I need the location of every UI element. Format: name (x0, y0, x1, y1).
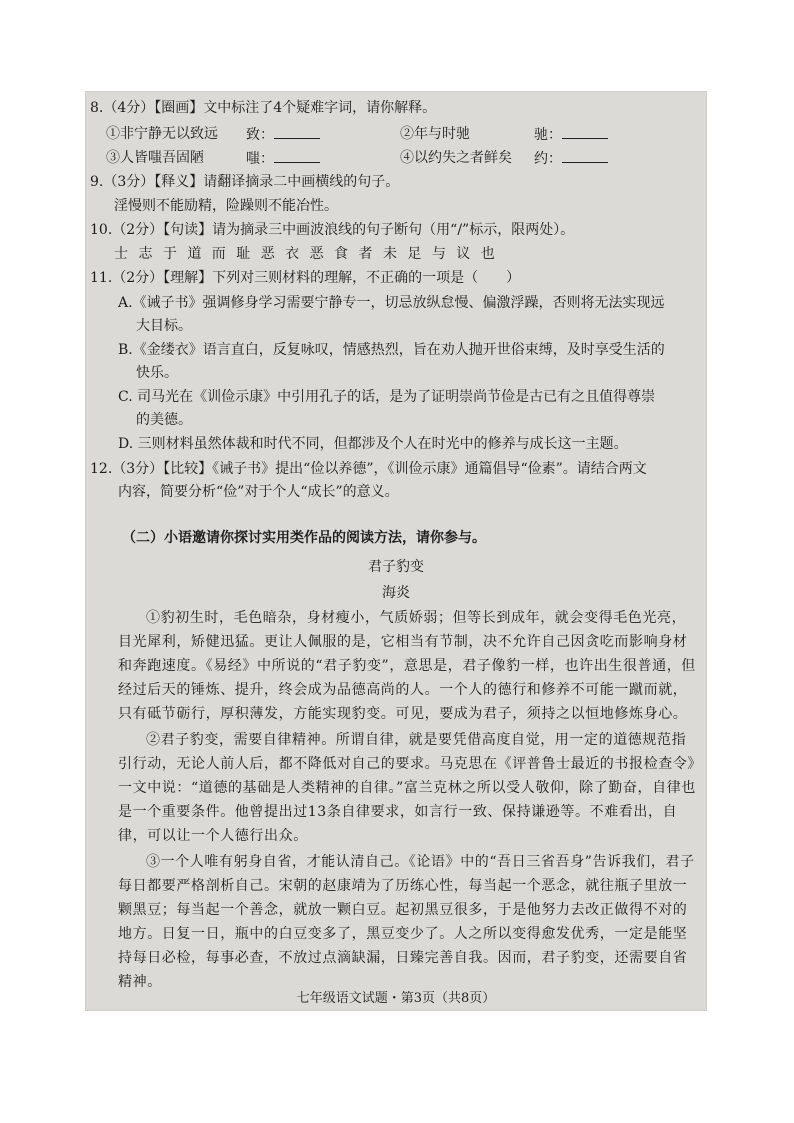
question-8-stem: 8.（4分）【圈画】文中标注了4个疑难字词，请你解释。 (90, 100, 437, 116)
q8-item-4-answer[interactable] (534, 148, 608, 169)
paragraph-3: ③一个人唯有躬身自省，才能认清自己。《论语》中的“吾日三省吾身”告诉我们，君子每日都要严格剖析自己。宋朝的赵康靖为了历练心性，每当起一个恶念，就往瓶子里放一颗黑豆；每当起一个善念，就放一颗白豆。起初黑豆很多，于是他努力去改正做得不对的地方。日复一日，瓶中的白豆变多了，黑豆变少了。人之所以变得愈发优秀，一定是能坚持每日必检，每事必查，不放过点滴缺漏，日臻完善自我。因而，君子豹变，还需要自省精神。 (118, 854, 695, 990)
q8-item-4-phrase: ④以约失之者鲜矣 (400, 150, 512, 166)
section-heading: （二）小语邀请你探讨实用类作品的阅读方法，请你参与。 (122, 530, 486, 546)
q8-item-3-phrase: ③人皆嗤吾固陋 (106, 150, 204, 166)
option-b-line2: 快乐。 (136, 365, 178, 381)
article-author: 海炎 (382, 585, 410, 601)
q8-item-3-answer[interactable] (246, 148, 320, 169)
q8-item-3 (106, 148, 204, 168)
option-c-line2: 的美德。 (136, 412, 192, 428)
page-footer: 七年级语文试题・第3页（共8页） (296, 991, 496, 1006)
q8-item-1 (106, 124, 218, 144)
option-a-line1[interactable]: A.《诫子书》强调修身学习需要宁静专一，切忌放纵怠慢、偏激浮躁，否则将无法实现远 (118, 295, 665, 311)
article-body (118, 606, 698, 994)
question-10-stem: 10.（2分）【句读】请为摘录三中画波浪线的句子断句（用“/”标示，限两处）。 (90, 222, 575, 238)
paragraph-2: ②君子豹变，需要自律精神。所谓自律，就是要凭借高度自觉，用一定的道德规范指引行动，无论人前人后，都不降低对自己的要求。马克思在《评普鲁士最近的书报检查令》一文中说：“道德的基础是人类精神的自律。”富兰克林之所以受人敬仰，除了勤奋，自律也是一个重要条件。他曾提出过13条自律要求，如言行一致、保持谦逊等。不难看出，自律，可以让一个人德行出众。 (118, 732, 696, 844)
q8-item-1-answer[interactable] (246, 124, 320, 145)
option-a-line2: 大目标。 (136, 318, 192, 334)
q8-item-4-word: 约： (534, 151, 562, 167)
answer-blank[interactable] (562, 148, 608, 163)
q8-item-1-word: 致： (246, 127, 274, 143)
answer-blank[interactable] (274, 124, 320, 139)
question-12-line1: 12.（3分）【比较】《诫子书》提出“俭以养德”，《训俭示康》通篇倡导“俭素”。请结合两文 (90, 461, 647, 477)
q8-item-1-phrase: ①非宁静无以致远 (106, 126, 218, 142)
q8-item-2 (400, 124, 470, 144)
exam-page (86, 92, 706, 1010)
q8-item-2-word: 驰： (534, 127, 562, 143)
question-9-sentence: 淫慢则不能励精，险躁则不能冶性。 (114, 198, 338, 214)
option-c-line1[interactable]: C. 司马光在《训俭示康》中引用孔子的话，是为了证明崇尚节俭是古已有之且值得尊崇 (118, 389, 656, 405)
q8-item-2-answer[interactable] (534, 124, 608, 145)
question-9-stem: 9.（3分）【释义】请翻译摘录二中画横线的句子。 (90, 174, 400, 190)
q8-item-3-word: 嗤： (246, 151, 274, 167)
q8-item-2-phrase: ②年与时驰 (400, 126, 470, 142)
question-11-stem: 11.（2分）【理解】下列对三则材料的理解，不正确的一项是（ ） (90, 270, 521, 286)
article-title: 君子豹变 (368, 559, 424, 575)
q8-item-4 (400, 148, 512, 168)
answer-blank[interactable] (562, 124, 608, 139)
paragraph-1: ①豹初生时，毛色暗杂，身材瘦小，气质娇弱；但等长到成年，就会变得毛色光亮，目光犀利，矫健迅猛。更让人佩服的是，它相当有节制，决不允许自己因贪吃而影响身材和奔跑速度。《易经》中所说的“君子豹变”，意思是，君子像豹一样，也许出生很普通，但经过后天的锤炼、提升，终会成为品德高尚的人。一个人的德行和修养不可能一蹴而就，只有砥节砺行，厚积薄发，方能实现豹变。可见，要成为君子，须持之以恒地修炼身心。 (118, 610, 696, 722)
question-10-sentence[interactable]: 士 志 于 道 而 耻 恶 衣 恶 食 者 未 足 与 议 也 (114, 246, 498, 262)
option-d-line1[interactable]: D. 三则材料虽然体裁和时代不同，但都涉及个人在时光中的修养与成长这一主题。 (118, 436, 628, 452)
option-b-line1[interactable]: B.《金缕衣》语言直白，反复咏叹，情感热烈，旨在劝人抛开世俗束缚，及时享受生活的 (118, 342, 665, 358)
answer-blank[interactable] (274, 148, 320, 163)
question-12-line2: 内容，简要分析“俭”对于个人“成长”的意义。 (118, 484, 399, 500)
